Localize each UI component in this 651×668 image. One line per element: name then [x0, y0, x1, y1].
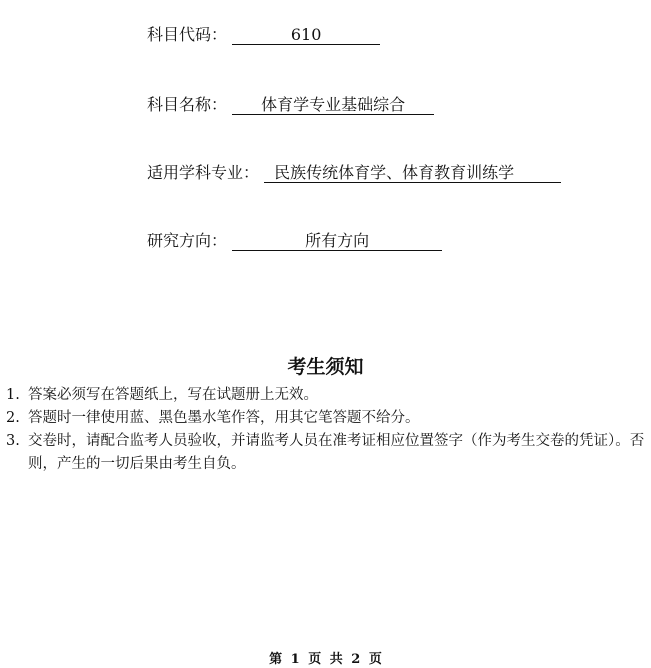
research-direction-field — [147, 228, 442, 251]
applicable-major-label: 适用学科专业： — [147, 163, 260, 182]
rule-item — [6, 430, 646, 476]
subject-name-field — [147, 92, 434, 115]
research-direction-value: 所有方向 — [232, 232, 442, 251]
rule-text: 答案必须写在答题纸上，写在试题册上无效。 — [28, 387, 318, 403]
subject-name-label: 科目名称： — [147, 95, 228, 114]
notice-title: 考生须知 — [287, 356, 364, 378]
rule-item — [6, 384, 646, 407]
rule-number: 3. — [6, 433, 20, 449]
subject-code-field — [147, 22, 380, 45]
subject-code-value: 610 — [232, 26, 380, 45]
research-direction-label: 研究方向： — [147, 231, 228, 250]
applicable-major-value: 民族传统体育学、体育教育训练学 — [264, 164, 561, 183]
rule-number: 2. — [6, 410, 20, 426]
rule-text: 交卷时，请配合监考人员验收，并请监考人员在准考证相应位置签字（作为考生交卷的凭证）。否则，产生的一切后果由考生自负。 — [28, 433, 645, 472]
rule-number: 1. — [6, 387, 20, 403]
applicable-major-field — [147, 160, 561, 183]
notice-rules — [6, 384, 646, 476]
subject-name-value: 体育学专业基础综合 — [232, 96, 434, 115]
rule-text: 答题时一律使用蓝、黑色墨水笔作答，用其它笔答题不给分。 — [28, 410, 420, 426]
page-number: 第 1 页 共 2 页 — [269, 652, 382, 667]
subject-code-label: 科目代码： — [147, 25, 228, 44]
rule-item — [6, 407, 646, 430]
